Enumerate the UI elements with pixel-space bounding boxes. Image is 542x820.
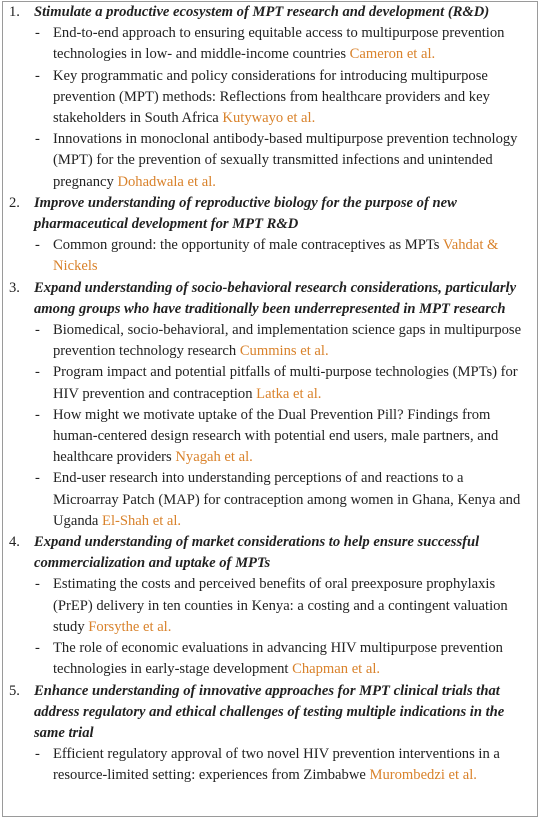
item-text: Program impact and potential pitfalls of multi-purpose technologies (MPTs) for HIV prevention and contraception [53, 364, 518, 402]
dash-bullet: - [35, 237, 40, 254]
section-title: Stimulate a productive ecosystem of MPT research and development (R&D) [34, 4, 490, 20]
list-item [35, 405, 531, 469]
dash-bullet: - [35, 322, 40, 339]
list-item [35, 23, 531, 65]
section-3 [3, 278, 537, 532]
section-4 [3, 532, 537, 680]
list-item [35, 320, 531, 362]
item-text: End-user research into understanding perceptions of and reactions to a Microarray Patch (MAP) for contraception among women in Ghana, Kenya and Uganda [53, 470, 521, 529]
dash-bullet: - [35, 364, 40, 381]
section-2 [3, 193, 537, 278]
dash-bullet: - [35, 470, 40, 487]
citation-link[interactable]: Cummins et al. [239, 343, 329, 360]
dash-bullet: - [35, 746, 40, 763]
section-title: Enhance understanding of innovative approaches for MPT clinical trials that address regulatory and ethical challenges of testing multiple indications in the same trial [34, 682, 505, 741]
section-title: Expand understanding of socio-behavioral research considerations, particularly among groups who have traditionally been underrepresented in MPT research [34, 279, 517, 317]
list-item [35, 574, 531, 638]
item-text: The role of economic evaluations in advancing HIV multipurpose prevention technologies in early-stage development [53, 640, 503, 678]
citation-link[interactable]: Kutywayo et al. [222, 110, 316, 127]
item-text: Innovations in monoclonal antibody-based multipurpose prevention technology (MPT) for the prevention of sexually transmitted infections and unintended pregnancy [53, 131, 518, 190]
list-item [35, 638, 531, 680]
section-list [3, 2, 537, 787]
item-text: How might we motivate uptake of the Dual Prevention Pill? Findings from human-centered design research with potential end users, male partners, and healthcare providers [53, 406, 499, 466]
section-number: 4. [9, 534, 20, 551]
section-number: 3. [9, 279, 20, 296]
section-title: Improve understanding of reproductive biology for the purpose of new pharmaceutical development for MPT R&D [34, 194, 457, 233]
dash-bullet: - [35, 576, 40, 593]
dash-bullet: - [35, 67, 40, 84]
item-text: Common ground: the opportunity of male contraceptives as MPTs [53, 237, 443, 254]
table-frame [2, 1, 538, 817]
item-text: Estimating the costs and perceived benefits of oral preexposure prophylaxis (PrEP) delivery in ten counties in Kenya: a costing and a contingent valuation study [53, 576, 508, 635]
dash-bullet: - [35, 640, 40, 657]
item-text: Biomedical, socio-behavioral, and implementation science gaps in multipurpose prevention technology research [53, 322, 522, 360]
item-text: Key programmatic and policy considerations for introducing multipurpose prevention (MPT) methods: Reflections from healthcare providers and key stakeholders in South Africa [53, 67, 490, 127]
citation-link[interactable]: El-Shah et al. [102, 512, 182, 529]
dash-bullet: - [35, 25, 40, 42]
citation-link[interactable]: Forsythe et al. [88, 618, 172, 635]
citation-link[interactable]: Cameron et al. [349, 46, 436, 63]
dash-bullet: - [35, 131, 40, 148]
citation-link[interactable]: Dohadwala et al. [117, 173, 216, 190]
citation-link[interactable]: Latka et al. [256, 385, 322, 402]
list-item [35, 744, 531, 786]
citation-link[interactable]: Murombedzi et al. [369, 767, 477, 784]
citation-link[interactable]: Chapman et al. [292, 661, 381, 678]
section-number: 1. [9, 4, 20, 20]
dash-bullet: - [35, 406, 40, 423]
section-number: 2. [9, 194, 20, 211]
item-text: End-to-end approach to ensuring equitable access to multipurpose prevention technologies in low- and middle-income countries [53, 25, 505, 63]
section-1 [3, 2, 537, 193]
item-text: Efficient regulatory approval of two novel HIV prevention interventions in a resource-limited setting: experiences from Zimbabwe [53, 746, 500, 784]
section-number: 5. [9, 682, 20, 699]
citation-link[interactable]: Nyagah et al. [175, 449, 253, 466]
list-item [35, 362, 531, 404]
list-item [35, 235, 531, 277]
list-item [35, 129, 531, 193]
citation-link[interactable]: Vahdat & Nickels [53, 237, 499, 275]
section-title: Expand understanding of market considerations to help ensure successful commercialization and uptake of MPTs [34, 534, 480, 572]
list-item [35, 66, 531, 130]
section-5 [3, 681, 537, 787]
list-item [35, 468, 531, 532]
